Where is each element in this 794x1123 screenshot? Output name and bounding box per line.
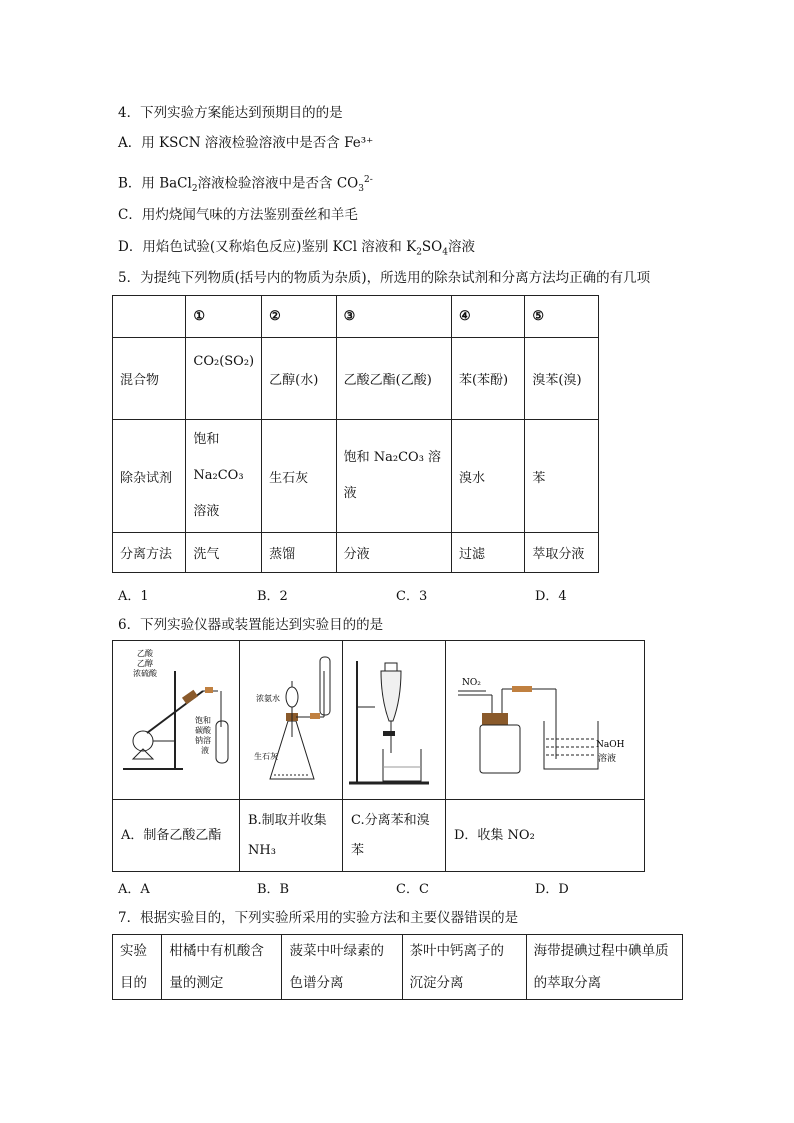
apparatus-cell-b: [240, 641, 343, 800]
q4-stem: 4．下列实验方案能达到预期目的的是: [118, 105, 343, 121]
q5-option-d: D．4: [535, 589, 567, 604]
method-cell-1: 洗气: [186, 533, 262, 573]
label-no2-arrow: NO₂: [462, 678, 481, 688]
mixture-cell-3: 乙酸乙酯(乙酸): [336, 338, 451, 420]
mixture-cell-2: 乙醇(水): [262, 338, 337, 420]
q6-option-d: D．D: [535, 882, 569, 897]
mixture-cell-1: CO₂(SO₂): [186, 338, 262, 420]
no2-collection-figure: [446, 641, 644, 795]
label-conc-sulfuric: 浓硫酸: [133, 669, 157, 678]
q5-option-a: A．1: [118, 589, 149, 604]
q7-cell-kelp: 海带提碘过程中碘单质 的萃取分离: [526, 935, 682, 1000]
q7-cell-spinach: 菠菜中叶绿素的 色谱分离: [282, 935, 402, 1000]
label-naoh: NaOH: [596, 740, 625, 750]
q6-option-b: B．B: [257, 882, 290, 897]
label-ethanol: 乙醇: [137, 659, 153, 668]
q5-option-c: C．3: [396, 589, 428, 604]
q4-option-a: A．用 KSCN 溶液检验溶液中是否含 Fe³⁺: [118, 135, 374, 151]
apparatus-cell-c: [343, 641, 446, 800]
row-label-reagent: 除杂试剂: [113, 420, 186, 533]
apparatus-cell-d: [446, 641, 645, 800]
caption-d: D．收集 NO₂: [446, 800, 645, 872]
label-liquid: 液: [201, 746, 209, 755]
label-sodium-sol: 钠溶: [195, 736, 211, 745]
label-solution: 溶液: [598, 754, 617, 764]
reagent-cell-5: 苯: [525, 420, 599, 533]
header-cell-2: ②: [262, 296, 337, 338]
mixture-cell-5: 溴苯(溴): [525, 338, 599, 420]
apparatus-cell-a: [113, 641, 240, 800]
row-label-mixture: 混合物: [113, 338, 186, 420]
q7-cell-purpose: 实验 目的: [113, 935, 162, 1000]
method-cell-3: 分液: [336, 533, 451, 573]
ammonia-apparatus-figure: [240, 641, 342, 795]
q4-option-c: C．用灼烧闻气味的方法鉴别蚕丝和羊毛: [118, 207, 358, 223]
reagent-cell-1: 饱和 Na₂CO₃ 溶液: [186, 420, 262, 533]
method-cell-5: 萃取分液: [525, 533, 599, 573]
q5-stem: 5．为提纯下列物质(括号内的物质为杂质)，所选用的除杂试剂和分离方法均正确的有几项: [118, 270, 651, 286]
q7-cell-citrus: 柑橘中有机酸含 量的测定: [162, 935, 282, 1000]
q7-stem: 7．根据实验目的，下列实验所采用的实验方法和主要仪器错误的是: [118, 910, 519, 926]
q4-option-d: D．用焰色试验(又称焰色反应)鉴别 KCl 溶液和 $K_2SO_4$溶液: [118, 239, 475, 258]
label-carbonate: 碳酸: [195, 726, 211, 735]
q7-table: [112, 934, 683, 1000]
q6-option-a: A．A: [118, 882, 150, 897]
header-cell-5: ⑤: [525, 296, 599, 338]
header-cell-empty: [113, 296, 186, 338]
header-cell-4: ④: [451, 296, 524, 338]
q6-option-c: C．C: [396, 882, 429, 897]
method-cell-4: 过滤: [451, 533, 524, 573]
q6-apparatus-table: [112, 640, 645, 872]
esterification-apparatus-figure: [113, 641, 239, 795]
q6-stem: 6．下列实验仪器或装置能达到实验目的的是: [118, 617, 384, 633]
caption-a: A．制备乙酸乙酯: [113, 800, 240, 872]
method-cell-2: 蒸馏: [262, 533, 337, 573]
label-conc-ammonia: 浓氨水: [256, 694, 280, 703]
mixture-cell-4: 苯(苯酚): [451, 338, 524, 420]
label-acetic-acid: 乙酸: [137, 649, 153, 658]
header-cell-1: ①: [186, 296, 262, 338]
separatory-funnel-figure: [343, 641, 445, 795]
q5-table: [112, 295, 599, 573]
q7-cell-tea: 茶叶中钙离子的 沉淀分离: [402, 935, 526, 1000]
reagent-cell-4: 溴水: [451, 420, 524, 533]
q5-option-b: B．2: [257, 589, 288, 604]
reagent-cell-3: 饱和 Na₂CO₃ 溶 液: [336, 420, 451, 533]
label-saturated: 饱和: [195, 716, 211, 725]
q4-option-b: B．用 BaCl$_2$溶液检验溶液中是否含 $CO_3^{2-}$: [118, 175, 373, 195]
reagent-cell-2: 生石灰: [262, 420, 337, 533]
header-cell-3: ③: [336, 296, 451, 338]
caption-c: C.分离苯和溴 苯: [343, 800, 446, 872]
row-label-method: 分离方法: [113, 533, 186, 573]
caption-b: B.制取并收集 NH₃: [240, 800, 343, 872]
label-quicklime: 生石灰: [254, 752, 278, 761]
